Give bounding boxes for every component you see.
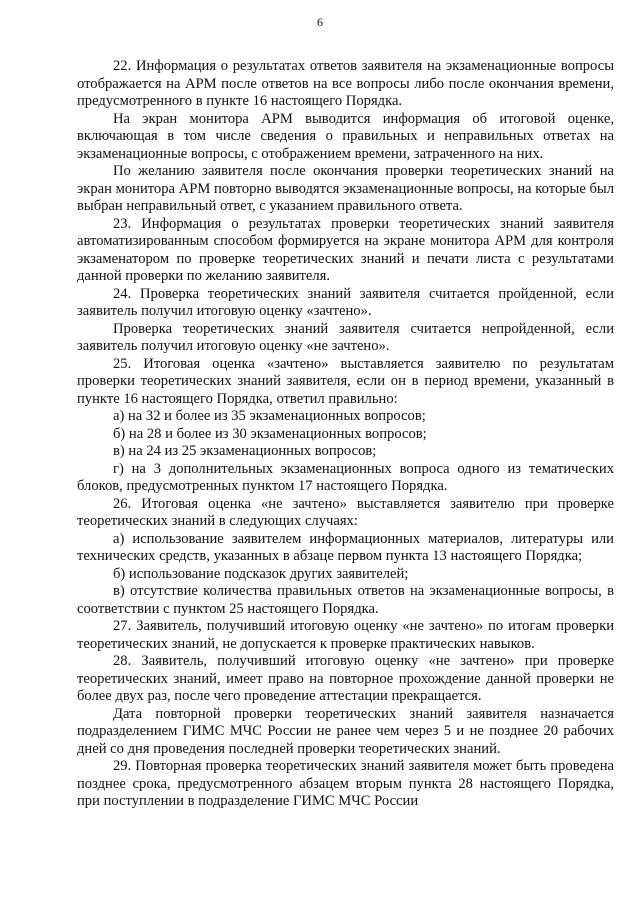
paragraph-29: 29. Повторная проверка теоретических знаний заявителя может быть проведена позднее срока, предусмотренного абзацем вторым пункта 28 настоящего Порядка, при поступлении в подразделение ГИМС МЧС России [77,758,614,809]
paragraph-22-repeat-questions: По желанию заявителя после окончания проверки теоретических знаний на экран монитора АРМ повторно выводятся экзаменационные вопросы, на которые был выбран неправильный ответ, с указанием правильного ответа. [77,163,614,214]
paragraph-28-retry-date: Дата повторной проверки теоретических знаний заявителя назначается подразделением ГИМС МЧС России не ранее чем через 5 и не позднее 20 рабочих дней со дня проведения последней проверки теоретических знаний. [77,705,614,757]
list-item-26-a: а) использование заявителем информационных материалов, литературы или технических средств, указанных в абзаце первом пункта 13 настоящего Порядка; [77,530,614,564]
paragraph-28: 28. Заявитель, получивший итоговую оценку «не зачтено» при проверке теоретических знаний, имеет право на повторное прохождение данной проверки не более двух раз, после чего проведение аттестации прекращается. [77,653,614,704]
paragraph-25: 25. Итоговая оценка «зачтено» выставляется заявителю по результатам проверки теоретических знаний заявителя, если он в период времени, указанный в пункте 16 настоящего Порядка, ответил правильно: [77,355,614,407]
paragraph-27: 27. Заявитель, получивший итоговую оценку «не зачтено» по итогам проверки теоретических знаний, не допускается к проверке практических навыков. [77,618,614,652]
document-body [77,58,614,811]
paragraph-24: 24. Проверка теоретических знаний заявителя считается пройденной, если заявитель получил итоговую оценку «зачтено». [77,285,614,319]
list-item-25-a: а) на 32 и более из 35 экзаменационных вопросов; [113,408,426,424]
list-item-26-v: в) отсутствие количества правильных ответов на экзаменационные вопросы, в соответствии с пунктом 25 настоящего Порядка. [77,583,614,617]
paragraph-23: 23. Информация о результатах проверки теоретических знаний заявителя автоматизированным способом формируется на экране монитора АРМ для контроля экзаменатором по проверке теоретических знаний и печати листа с результатами данной проверки по желанию заявителя. [77,215,614,284]
page-number: 6 [317,15,323,29]
list-item-25-g: г) на 3 дополнительных экзаменационных вопроса одного из тематических блоков, предусмотренных пунктом 17 настоящего Порядка. [77,460,614,494]
paragraph-22: 22. Информация о результатах ответов заявителя на экзаменационные вопросы отображается на АРМ после ответов на все вопросы либо после окончания времени, предусмотренного в пункте 16 настоящего Порядка. [77,58,614,109]
paragraph-24-failed: Проверка теоретических знаний заявителя считается непройденной, если заявитель получил итоговую оценку «не зачтено». [77,320,614,354]
paragraph-22-screen-info: На экран монитора АРМ выводится информация об итоговой оценке, включающая в том числе сведения о правильных и неправильных ответах на экзаменационные вопросы, с отображением времени, затраченного на них. [77,110,614,162]
list-item-25-b: б) на 28 и более из 30 экзаменационных вопросов; [113,425,427,442]
paragraph-26: 26. Итоговая оценка «не зачтено» выставляется заявителю при проверке теоретических знаний в следующих случаях: [77,495,614,529]
list-item-25-v: в) на 24 из 25 экзаменационных вопросов; [113,443,377,459]
list-item-26-b: б) использование подсказок других заявителей; [113,565,409,582]
